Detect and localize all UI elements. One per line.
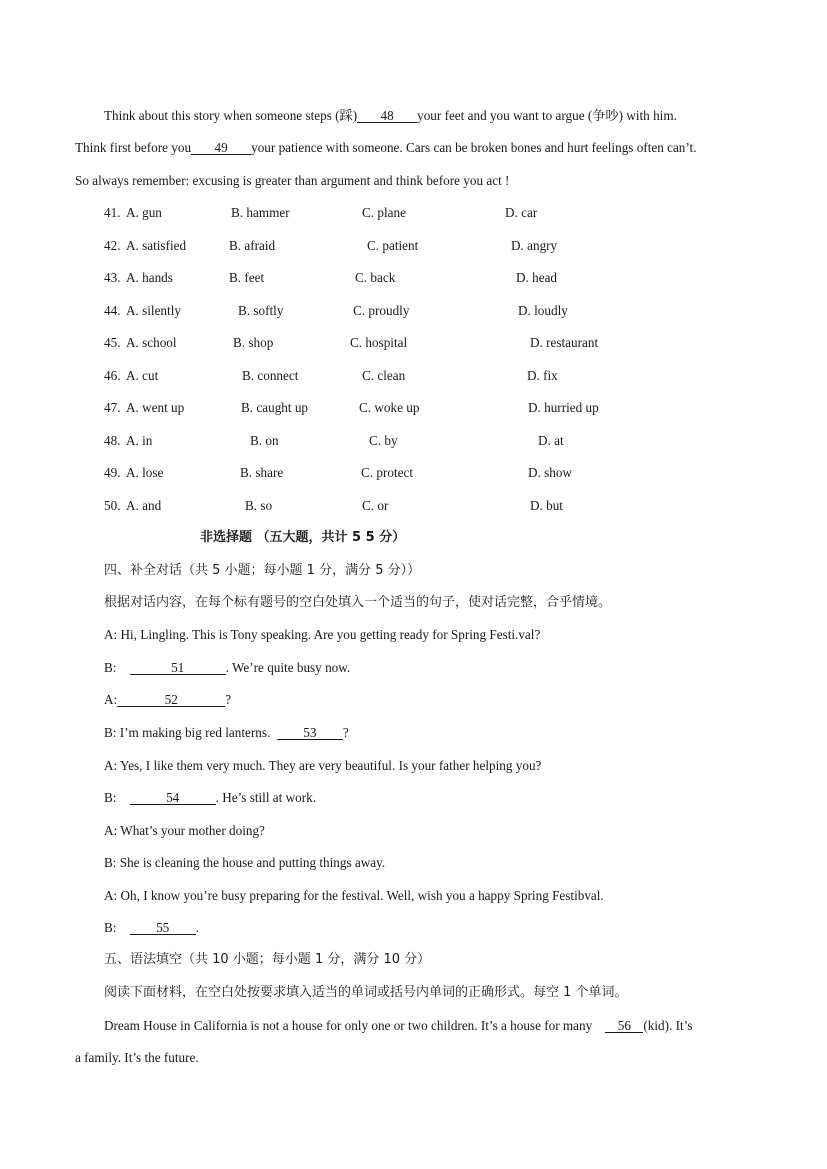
- option-a: A. school: [126, 335, 177, 350]
- blank-55: 55: [130, 921, 196, 935]
- question-number: 43.: [104, 270, 121, 285]
- passage-text: Think about this story when someone steps (踩): [104, 108, 358, 123]
- dialogue-text: ?: [342, 725, 349, 740]
- option-d: D. car: [505, 205, 538, 220]
- dialogue-line: [104, 790, 316, 806]
- option-c: C. hospital: [350, 335, 408, 350]
- dialogue-text: . He’s still at work.: [215, 790, 317, 805]
- blank-54: 54: [130, 791, 216, 805]
- blank-53: 53: [277, 726, 343, 740]
- question-number: 47.: [104, 400, 121, 415]
- passage-line-2: [75, 140, 697, 156]
- option-a: A. hands: [126, 270, 173, 285]
- option-b: B. softly: [238, 303, 284, 318]
- passage-line-1: [104, 108, 677, 124]
- question-number: 42.: [104, 238, 121, 253]
- option-b: B. so: [245, 498, 273, 513]
- dialogue-line: [104, 725, 349, 741]
- option-b: B. shop: [233, 335, 274, 350]
- dialogue-line: [104, 660, 350, 676]
- option-d: D. head: [516, 270, 558, 285]
- option-c: C. plane: [362, 205, 406, 220]
- option-c: C. patient: [367, 238, 419, 253]
- option-a: A. satisfied: [126, 238, 187, 253]
- grammar-text: Dream House in California is not a house for only one or two children. It’s a house for many: [104, 1018, 593, 1033]
- part4-heading: 四、补全对话（共 5 小题；每小题 1 分，满分 5 分））: [104, 563, 421, 578]
- option-a: A. went up: [126, 400, 185, 415]
- option-b: B. connect: [242, 368, 299, 383]
- option-d: D. restaurant: [530, 335, 599, 350]
- question-number: 49.: [104, 465, 121, 480]
- option-c: C. woke up: [359, 400, 420, 415]
- option-d: D. loudly: [518, 303, 568, 318]
- option-c: C. clean: [362, 368, 406, 383]
- section-title: 非选择题 （五大题，共计 5 5 分）: [200, 530, 406, 545]
- blank-52: 52: [117, 693, 225, 707]
- option-b: B. on: [250, 433, 279, 448]
- question-number: 48.: [104, 433, 121, 448]
- dialogue-line: A: Hi, Lingling. This is Tony speaking. Are you getting ready for Spring Festi.val?: [104, 627, 541, 642]
- speaker-label: A:: [104, 692, 118, 707]
- option-d: D. show: [528, 465, 572, 480]
- option-a: A. and: [126, 498, 162, 513]
- question-number: 45.: [104, 335, 121, 350]
- option-a: A. silently: [126, 303, 181, 318]
- option-c: C. protect: [361, 465, 414, 480]
- speaker-label: B:: [104, 660, 117, 675]
- passage-text: your patience with someone. Cars can be broken bones and hurt feelings often can’t.: [251, 140, 697, 155]
- part5-instruction: 阅读下面材料，在空白处按要求填入适当的单词或括号内单词的正确形式。每空 1 个单词。: [104, 985, 628, 1000]
- dialogue-text: .: [195, 920, 199, 935]
- dialogue-text: ?: [225, 692, 232, 707]
- question-number: 46.: [104, 368, 121, 383]
- dialogue-line: [104, 920, 199, 936]
- option-d: D. but: [530, 498, 563, 513]
- passage-text: Think first before you: [75, 140, 192, 155]
- passage-text: your feet and you want to argue (争吵) with him.: [417, 108, 677, 123]
- dialogue-line: [104, 692, 231, 708]
- blank-51: 51: [130, 661, 226, 675]
- dialogue-text: B: I’m making big red lanterns.: [104, 725, 271, 740]
- dialogue-line: A: What’s your mother doing?: [104, 823, 265, 838]
- option-c: C. or: [362, 498, 389, 513]
- option-b: B. share: [240, 465, 284, 480]
- option-a: A. lose: [126, 465, 164, 480]
- passage-line-3: So always remember: excusing is greater than argument and think before you act !: [75, 173, 510, 188]
- option-b: B. afraid: [229, 238, 276, 253]
- option-d: D. at: [538, 433, 564, 448]
- grammar-line-1: [104, 1018, 692, 1034]
- option-b: B. caught up: [241, 400, 309, 415]
- grammar-text: (kid). It’s: [643, 1018, 693, 1033]
- dialogue-text: . We’re quite busy now.: [225, 660, 351, 675]
- option-c: C. back: [355, 270, 396, 285]
- option-b: B. feet: [229, 270, 265, 285]
- blank-56: 56: [605, 1019, 643, 1033]
- option-a: A. in: [126, 433, 153, 448]
- option-c: C. proudly: [353, 303, 410, 318]
- option-d: D. fix: [527, 368, 558, 383]
- part5-heading: 五、语法填空（共 10 小题；每小题 1 分，满分 10 分）: [104, 952, 431, 967]
- option-c: C. by: [369, 433, 398, 448]
- option-a: A. gun: [126, 205, 162, 220]
- part4-instruction: 根据对话内容，在每个标有题号的空白处填入一个适当的句子，使对话完整，合乎情境。: [104, 595, 612, 610]
- blank-49: 49: [191, 141, 251, 155]
- dialogue-line: A: Oh, I know you’re busy preparing for the festival. Well, wish you a happy Spring Festibval.: [104, 888, 604, 903]
- question-number: 41.: [104, 205, 121, 220]
- option-d: D. hurried up: [528, 400, 599, 415]
- option-b: B. hammer: [231, 205, 290, 220]
- option-d: D. angry: [511, 238, 558, 253]
- option-a: A. cut: [126, 368, 159, 383]
- dialogue-line: A: Yes, I like them very much. They are very beautiful. Is your father helping you?: [104, 758, 542, 773]
- dialogue-line: B: She is cleaning the house and putting things away.: [104, 855, 386, 870]
- blank-48: 48: [357, 109, 417, 123]
- question-number: 50.: [104, 498, 121, 513]
- question-number: 44.: [104, 303, 121, 318]
- speaker-label: B:: [104, 920, 117, 935]
- speaker-label: B:: [104, 790, 117, 805]
- grammar-line-2: a family. It’s the future.: [75, 1050, 199, 1065]
